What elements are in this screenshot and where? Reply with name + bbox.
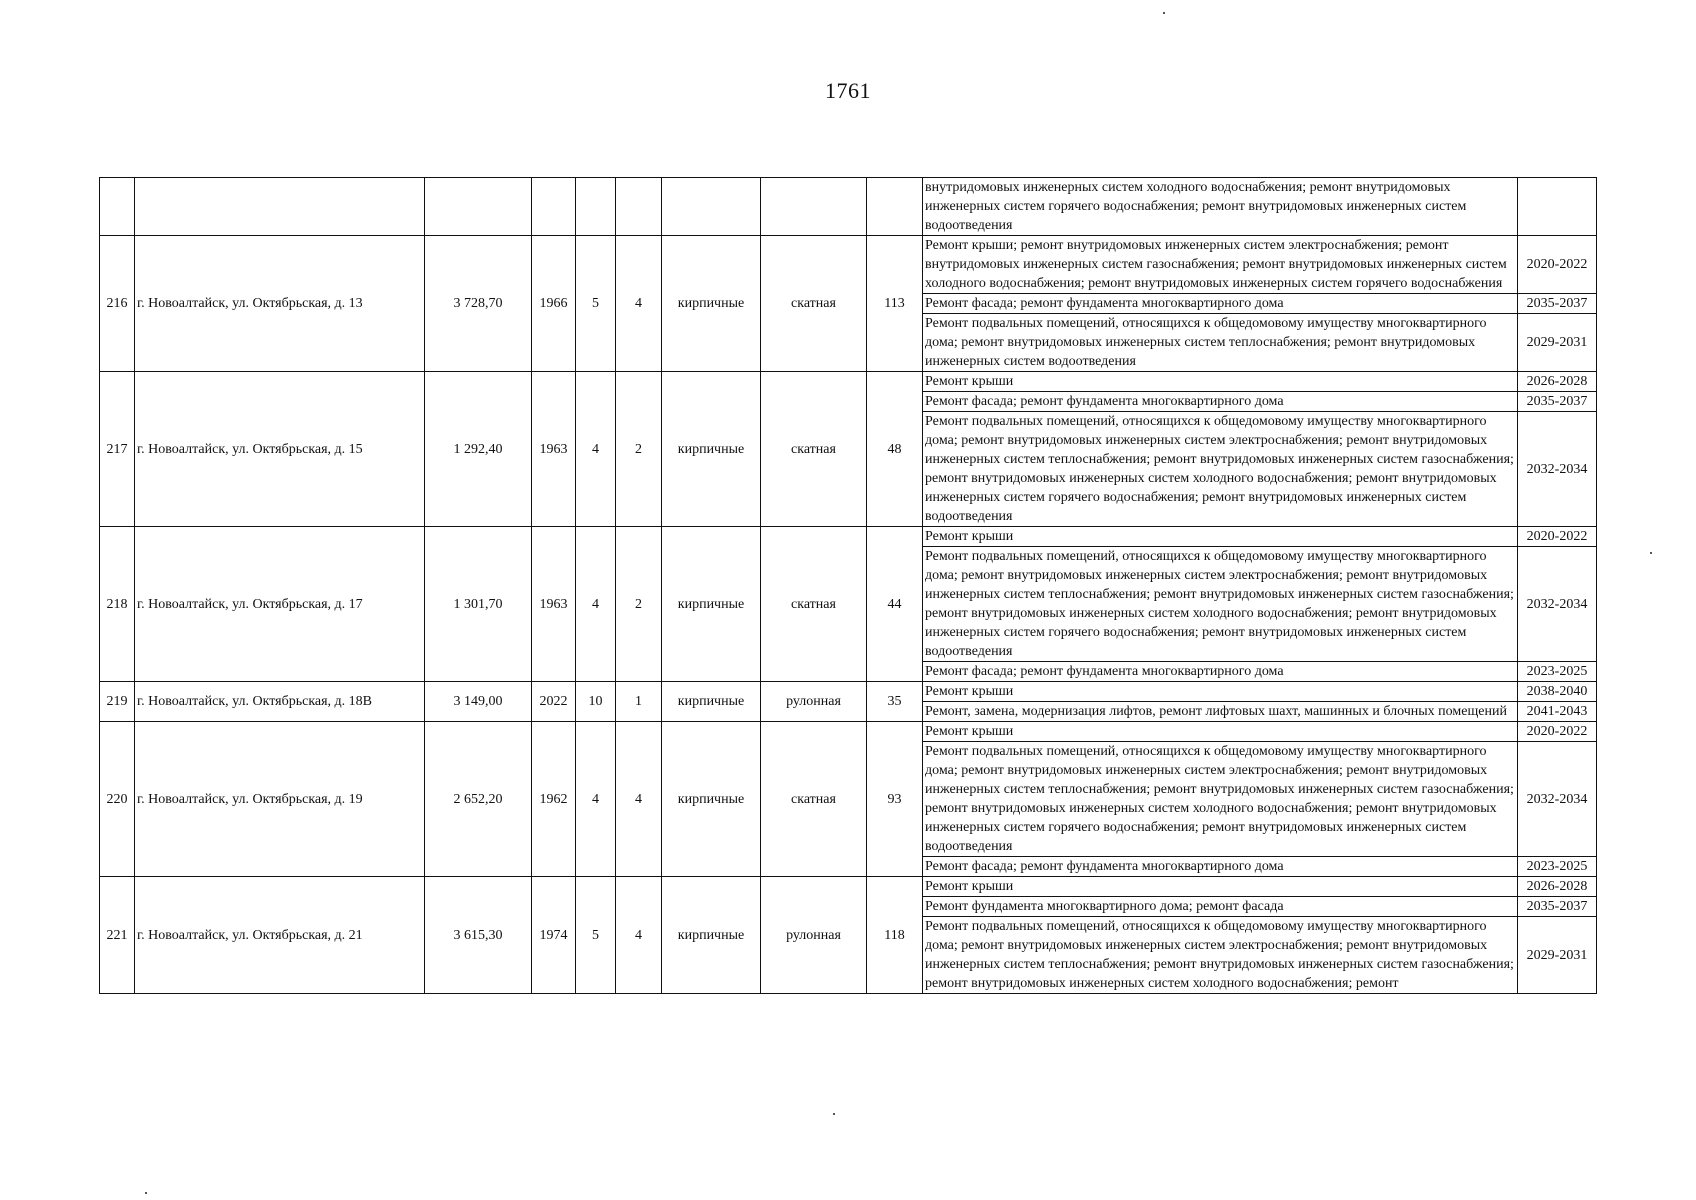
cell-address: г. Новоалтайск, ул. Октябрьская, д. 15 [135, 372, 425, 527]
cell-year: 1966 [532, 236, 576, 372]
table-row [100, 236, 1597, 294]
cell-period: 2032-2034 [1518, 547, 1597, 662]
cell-works: Ремонт крыши [923, 877, 1518, 897]
cell-period: 2035-2037 [1518, 897, 1597, 917]
cell-roof: скатная [761, 372, 867, 527]
cell-num: 217 [100, 372, 135, 527]
cell-apartments: 113 [867, 236, 923, 372]
cell-floors: 5 [576, 236, 616, 372]
cell-num: 218 [100, 527, 135, 682]
cell-address: г. Новоалтайск, ул. Октябрьская, д. 21 [135, 877, 425, 994]
cell-works: Ремонт крыши [923, 527, 1518, 547]
cell-period: 2029-2031 [1518, 314, 1597, 372]
cell-works: Ремонт подвальных помещений, относящихся к общедомовому имуществу многоквартирного дома; ремонт внутридомовых инженерных систем электроснабжения; ремонт внутридомовых инженерных систем теплоснабжения; ремонт внутридомовых инженерных систем газоснабжения; ремонт внутридомовых инженерных систем холодного водоснабжения; ремонт [923, 917, 1518, 994]
cell-area: 3 149,00 [425, 682, 532, 722]
cell-area: 2 652,20 [425, 722, 532, 877]
table-row [100, 372, 1597, 392]
cell-walls: кирпичные [662, 877, 761, 994]
cell-works: Ремонт фасада; ремонт фундамента многоквартирного дома [923, 662, 1518, 682]
cell-works: Ремонт подвальных помещений, относящихся к общедомовому имуществу многоквартирного дома; ремонт внутридомовых инженерных систем электроснабжения; ремонт внутридомовых инженерных систем теплоснабжения; ремонт внутридомовых инженерных систем газоснабжения; ремонт внутридомовых инженерных систем холодного водоснабжения; ремонт внутридомовых инженерных систем горячего водоснабжения; ремонт внутридомовых инженерных систем водоотведения [923, 742, 1518, 857]
capital-repair-table [99, 177, 1597, 994]
table-row [100, 527, 1597, 547]
cell-area [425, 178, 532, 236]
cell-period: 2023-2025 [1518, 857, 1597, 877]
cell-period: 2020-2022 [1518, 236, 1597, 294]
cell-roof: скатная [761, 527, 867, 682]
cell-apartments: 93 [867, 722, 923, 877]
cell-apartments: 35 [867, 682, 923, 722]
cell-floors: 10 [576, 682, 616, 722]
cell-year: 1974 [532, 877, 576, 994]
cell-period: 2035-2037 [1518, 294, 1597, 314]
cell-period: 2032-2034 [1518, 742, 1597, 857]
cell-address: г. Новоалтайск, ул. Октябрьская, д. 13 [135, 236, 425, 372]
cell-works: Ремонт фасада; ремонт фундамента многоквартирного дома [923, 294, 1518, 314]
cell-floors [576, 178, 616, 236]
table-row [100, 722, 1597, 742]
scan-speck [833, 1113, 835, 1115]
cell-area: 1 292,40 [425, 372, 532, 527]
cell-num: 220 [100, 722, 135, 877]
cell-area: 3 728,70 [425, 236, 532, 372]
cell-period: 2026-2028 [1518, 877, 1597, 897]
cell-works: Ремонт крыши [923, 372, 1518, 392]
cell-apartments: 118 [867, 877, 923, 994]
cell-works: Ремонт фундамента многоквартирного дома; ремонт фасада [923, 897, 1518, 917]
cell-works: Ремонт фасада; ремонт фундамента многоквартирного дома [923, 392, 1518, 412]
cell-num: 216 [100, 236, 135, 372]
cell-floors: 4 [576, 527, 616, 682]
scan-speck [1163, 12, 1165, 14]
cell-address: г. Новоалтайск, ул. Октябрьская, д. 17 [135, 527, 425, 682]
cell-period: 2026-2028 [1518, 372, 1597, 392]
scan-speck [145, 1192, 147, 1194]
cell-walls [662, 178, 761, 236]
table-body [100, 178, 1597, 994]
page-number: 1761 [825, 78, 871, 103]
cell-entrances: 4 [616, 236, 662, 372]
cell-works: Ремонт крыши; ремонт внутридомовых инженерных систем электроснабжения; ремонт внутридомовых инженерных систем газоснабжения; ремонт внутридомовых инженерных систем холодного водоснабжения; ремонт внутридомовых инженерных систем горячего водоснабжения [923, 236, 1518, 294]
cell-entrances: 2 [616, 527, 662, 682]
cell-floors: 4 [576, 372, 616, 527]
cell-works: Ремонт, замена, модернизация лифтов, ремонт лифтовых шахт, машинных и блочных помещений [923, 702, 1518, 722]
cell-period: 2020-2022 [1518, 722, 1597, 742]
cell-year: 1963 [532, 372, 576, 527]
cell-walls: кирпичные [662, 527, 761, 682]
table-row [100, 877, 1597, 897]
cell-period: 2035-2037 [1518, 392, 1597, 412]
cell-period: 2041-2043 [1518, 702, 1597, 722]
cell-walls: кирпичные [662, 372, 761, 527]
cell-apartments [867, 178, 923, 236]
cell-period: 2020-2022 [1518, 527, 1597, 547]
cell-apartments: 48 [867, 372, 923, 527]
cell-works: Ремонт подвальных помещений, относящихся к общедомовому имуществу многоквартирного дома; ремонт внутридомовых инженерных систем электроснабжения; ремонт внутридомовых инженерных систем теплоснабжения; ремонт внутридомовых инженерных систем газоснабжения; ремонт внутридомовых инженерных систем холодного водоснабжения; ремонт внутридомовых инженерных систем горячего водоснабжения; ремонт внутридомовых инженерных систем водоотведения [923, 412, 1518, 527]
cell-works: Ремонт подвальных помещений, относящихся к общедомовому имуществу многоквартирного дома; ремонт внутридомовых инженерных систем электроснабжения; ремонт внутридомовых инженерных систем теплоснабжения; ремонт внутридомовых инженерных систем газоснабжения; ремонт внутридомовых инженерных систем холодного водоснабжения; ремонт внутридомовых инженерных систем горячего водоснабжения; ремонт внутридомовых инженерных систем водоотведения [923, 547, 1518, 662]
cell-roof [761, 178, 867, 236]
cell-address: г. Новоалтайск, ул. Октябрьская, д. 19 [135, 722, 425, 877]
cell-area: 3 615,30 [425, 877, 532, 994]
cell-apartments: 44 [867, 527, 923, 682]
cell-num [100, 178, 135, 236]
cell-roof: скатная [761, 236, 867, 372]
cell-roof: рулонная [761, 877, 867, 994]
cell-works: внутридомовых инженерных систем холодного водоснабжения; ремонт внутридомовых инженерных систем горячего водоснабжения; ремонт внутридомовых инженерных систем водоотведения [923, 178, 1518, 236]
scan-speck [1650, 552, 1652, 554]
cell-roof: рулонная [761, 682, 867, 722]
cell-works: Ремонт фасада; ремонт фундамента многоквартирного дома [923, 857, 1518, 877]
cell-works: Ремонт крыши [923, 722, 1518, 742]
cell-year: 1963 [532, 527, 576, 682]
table-row [100, 682, 1597, 702]
cell-year [532, 178, 576, 236]
cell-walls: кирпичные [662, 682, 761, 722]
cell-works: Ремонт крыши [923, 682, 1518, 702]
cell-period [1518, 178, 1597, 236]
cell-address [135, 178, 425, 236]
cell-num: 221 [100, 877, 135, 994]
cell-floors: 5 [576, 877, 616, 994]
cell-entrances: 4 [616, 877, 662, 994]
cell-address: г. Новоалтайск, ул. Октябрьская, д. 18В [135, 682, 425, 722]
cell-entrances: 2 [616, 372, 662, 527]
cell-period: 2029-2031 [1518, 917, 1597, 994]
cell-works: Ремонт подвальных помещений, относящихся к общедомовому имуществу многоквартирного дома; ремонт внутридомовых инженерных систем теплоснабжения; ремонт внутридомовых инженерных систем водоотведения [923, 314, 1518, 372]
cell-roof: скатная [761, 722, 867, 877]
cell-area: 1 301,70 [425, 527, 532, 682]
cell-entrances [616, 178, 662, 236]
cell-year: 2022 [532, 682, 576, 722]
cell-num: 219 [100, 682, 135, 722]
cell-walls: кирпичные [662, 722, 761, 877]
cell-walls: кирпичные [662, 236, 761, 372]
cell-year: 1962 [532, 722, 576, 877]
cell-period: 2038-2040 [1518, 682, 1597, 702]
cell-period: 2023-2025 [1518, 662, 1597, 682]
cell-floors: 4 [576, 722, 616, 877]
continuation-row [100, 178, 1597, 236]
cell-period: 2032-2034 [1518, 412, 1597, 527]
cell-entrances: 1 [616, 682, 662, 722]
cell-entrances: 4 [616, 722, 662, 877]
